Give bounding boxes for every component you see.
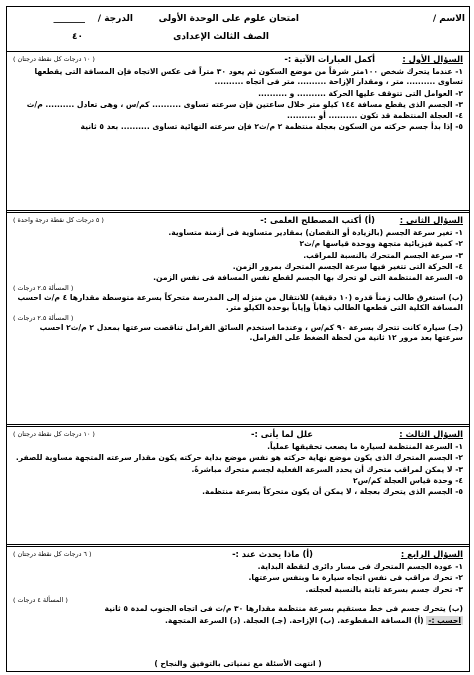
q2-b-mark: ( المسألة ٢.٥ درجات ) [13, 284, 74, 293]
q4-calc-label: احسب :- [428, 615, 461, 625]
q2-item-4: ٤- الحركة التى تتغير فيها سرعة الجسم المتحرك بمرور الزمن. [232, 261, 463, 271]
q2-part-c: (جـ) سيارة كانت تتحرك بسرعة ٩٠ كم/س ، وعندما استخدم السائق الفرامل تناقصت سرعتها بمعدل ٢ م/ث٢ احسب سرعتها بعد مرور ١٢ ثانية من لحظة الضغط على الفرامل. [39, 323, 463, 343]
q4-item-2: ٢- تحرك مراقب فى نفس اتجاه سيارة ما وبنفس سرعتها. [248, 573, 463, 583]
q1-title: السؤال الأول : [402, 54, 463, 64]
q4-calc-items: (أ) المسافة المقطوعة. (ب) الإزاحة. (جـ) العجلة. (د) السرعة المتجهة. [165, 615, 424, 625]
q1-note: ( ١٠ درجات كل نقطة درجتان ) [13, 55, 95, 63]
q2-item-1: ١- تغير سرعة الجسم (بالزيادة أو النقصان) بمقادير متساوية فى أزمنة متساوية. [168, 228, 463, 237]
q3-item-2: ٢- الجسم المتحرك الذى يكون موضع نهاية حركته هو نفس موضع بداية حركته يكون مقدار سرعته المتجهة مساوية للصفر. [15, 453, 463, 463]
q4-b-mark: ( المسألة ٤ درجات ) [13, 595, 68, 604]
q4-item-3: ٣- تحرك جسم بسرعة ثابتة بالنسبة لعجلته. [305, 584, 463, 594]
class-label: الصف الثالث الإعدادى [173, 32, 269, 42]
q2-c-mark: ( المسألة ٢.٥ درجات ) [13, 314, 74, 323]
question-4 [7, 544, 469, 661]
q3-note: ( ١٠ درجات كل نقطة درجتان ) [13, 430, 95, 438]
exam-header [7, 7, 469, 51]
question-1 [7, 51, 469, 212]
question-2 [7, 210, 469, 427]
q1-item-3: ٣- الجسم الذى يقطع مسافة ١٤٤ كيلو متر خلال ساعتين فإن سرعته تساوى .......... كم/س ، وهى تعادل .......... م/ث [26, 99, 463, 109]
q1-item-4: ٤- العجلة المنتظمة قد تكون .......... أو .......... [287, 111, 463, 120]
total-score: ٤٠ [72, 32, 83, 42]
q1-item-5: ٥- إذا بدأ جسم حركته من السكون بعجلة منتظمة ٢ م/ث٢ فإن سرعته النهائية تساوى .......... بعد ٥ ثانية [80, 122, 463, 132]
q3-item-3: ٣- لا يمكن لمراقب متحرك أن يحدد السرعة الفعلية لجسم متحرك مباشرةً. [191, 464, 463, 474]
q1-item-2: ٢- العوامل التى تتوقف عليها الحركة .......... و .......... [258, 88, 463, 98]
q4-title: السؤال الرابع : [400, 549, 463, 559]
q3-item-5: ٥- الجسم الذى يتحرك بعجلة ، لا يمكن أن يكون متحركاً بسرعة منتظمة. [202, 487, 463, 496]
q4-instruction: (أ) ماذا يحدث عند :- [232, 549, 313, 559]
q2-item-5: ٥- السرعة المنتظمة التى لو تحرك بها الجسم لقطع نفس المسافة فى نفس الزمن. [153, 273, 463, 282]
grade-label: الدرجة / [97, 14, 133, 24]
q2-part-b: (ب) استغرق طالب زمناً قدره (١٠ دقيقة) للانتقال من منزله إلى المدرسة متحركاً بسرعة متوسطة مقدارها ٤ م/ث احسب المسافة الكلية التى قطعها الطالب ذهاباً وإياباً بوحدة الكيلو متر. [17, 292, 463, 313]
grade-blank: _______ [53, 14, 85, 24]
q1-item-1: ١- عندما يتحرك شخص ١٠٠متر شرقاً من موضع السكون ثم يعود ٣٠ متراً فى عكس الاتجاه فإن المسافة التى يقطعها تساوى .......... متر ، ومقدار الإزاحة .......... متر فى اتجاه .......... [34, 67, 463, 87]
q2-title: السؤال الثانى : [399, 215, 463, 225]
exam-footer: ( انتهت الأسئلة مع تمنياتى بالتوفيق والنجاح ) [154, 658, 322, 668]
q2-item-3: ٣- سرعة الجسم المتحرك بالنسبة للمراقب. [303, 250, 463, 260]
q4-note: ( ٦ درجات كل نقطة درجتان ) [13, 550, 92, 558]
name-label: الاسم / [432, 14, 465, 24]
q3-instruction: علل لما يأتى :- [251, 429, 313, 439]
q1-instruction: أكمل العبارات الآتية :- [284, 54, 375, 64]
question-3 [7, 424, 469, 547]
exam-page [6, 6, 470, 672]
exam-title: امتحان علوم على الوحدة الأولى [158, 14, 299, 24]
q3-item-4: ٤- وحدة قياس العجلة كم/س٢ [352, 475, 463, 485]
q3-title: السؤال الثالث : [399, 429, 463, 439]
q2-instruction: (أ) أكتب المصطلح العلمى :- [260, 215, 375, 225]
q2-item-2: ٢- كمية فيزيائية متجهة ووحدة قياسها م/ث٢ [299, 239, 463, 249]
q4-part-b: (ب) يتحرك جسم فى خط مستقيم بسرعة منتظمة مقدارها ٣٠ م/ث فى اتجاه الجنوب لمدة ٥ ثانية [104, 604, 463, 614]
q3-item-1: ١- السرعة المنتظمة لسيارة ما يصعب تحقيقها عملياً. [267, 442, 463, 451]
q4-item-1: ١- عودة الجسم المتحرك فى مسار دائرى لنقطة البداية. [257, 562, 463, 571]
q4-calc-line [13, 616, 463, 626]
q2-note: ( ٥ درجات كل نقطة درجة واحدة ) [13, 216, 104, 224]
